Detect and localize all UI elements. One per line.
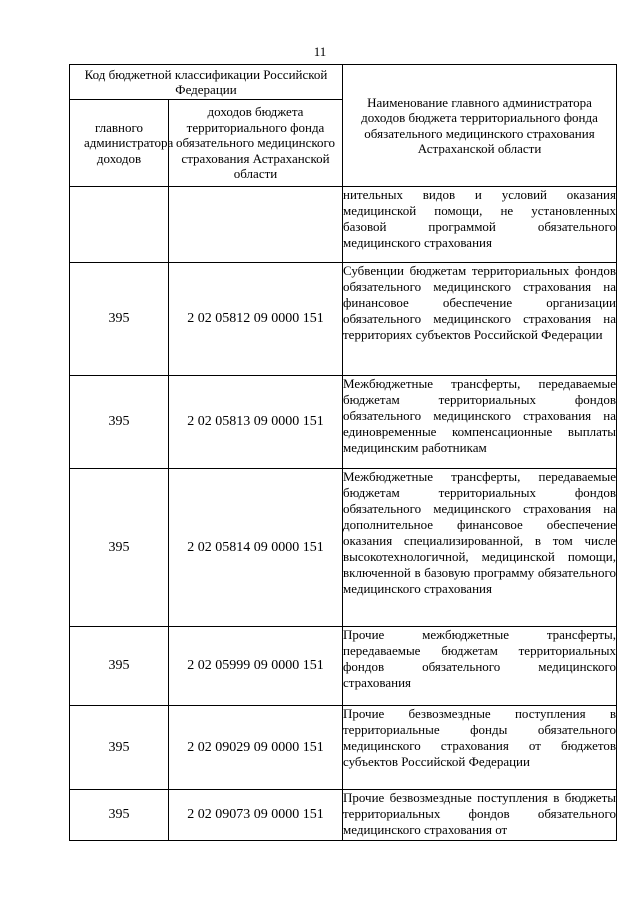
admin-code-cell: 395 — [70, 469, 169, 627]
budget-code-cell — [169, 187, 343, 263]
admin-code-cell: 395 — [70, 706, 169, 790]
header-group-label: Код бюджетной классификации Российской Федерации — [70, 65, 343, 100]
budget-code-cell: 2 02 05999 09 0000 151 — [169, 627, 343, 706]
admin-code-cell: 395 — [70, 790, 169, 841]
budget-code-cell: 2 02 09073 09 0000 151 — [169, 790, 343, 841]
table-row — [70, 263, 617, 376]
budget-classification-table — [69, 64, 617, 841]
admin-code-cell: 395 — [70, 376, 169, 469]
page-number: 11 — [313, 44, 327, 59]
budget-code-cell: 2 02 05812 09 0000 151 — [169, 263, 343, 376]
header-name-column: Наименование главного администратора доходов бюджета территориального фонда обязательного медицинского страхования Астраханской области — [343, 65, 617, 187]
budget-code-cell: 2 02 05813 09 0000 151 — [169, 376, 343, 469]
name-cell: Межбюджетные трансферты, передаваемые бюджетам территориальных фондов обязательного медицинского страхования на единовременные компенсационные выплаты медицинским работникам — [343, 376, 617, 469]
name-cell: Прочие межбюджетные трансферты, передаваемые бюджетам территориальных фондов обязательного медицинского страхования — [343, 627, 617, 706]
name-cell: Прочие безвозмездные поступления в территориальные фонды обязательного медицинского страхования от бюджетов субъектов Российской Федерации — [343, 706, 617, 790]
name-cell: Прочие безвозмездные поступления в бюджеты территориальных фондов обязательного медицинского страхования от — [343, 790, 617, 841]
name-cell: нительных видов и условий оказания медицинской помощи, не установленных базовой программой обязательного медицинского страхования — [343, 187, 617, 263]
admin-code-cell — [70, 187, 169, 263]
name-cell: Межбюджетные трансферты, передаваемые бюджетам территориальных фондов обязательного медицинского страхования на дополнительное финансовое обеспечение оказания специализированной, в том числе высокотехнологичной, медицинской помощи, включенной в базовую программу обязательного медицинского страхования — [343, 469, 617, 627]
admin-code-cell: 395 — [70, 627, 169, 706]
budget-code-cell: 2 02 09029 09 0000 151 — [169, 706, 343, 790]
table-row — [70, 187, 617, 263]
header-row-top — [70, 65, 617, 100]
admin-code-cell: 395 — [70, 263, 169, 376]
table-row — [70, 376, 617, 469]
header-code-column: доходов бюджета территориального фонда обязательного медицинского страхования Астраханской области — [169, 100, 343, 187]
table-row — [70, 790, 617, 841]
header-admin-column: главного администратора доходов — [70, 100, 169, 187]
budget-code-cell: 2 02 05814 09 0000 151 — [169, 469, 343, 627]
table-row — [70, 627, 617, 706]
table-row — [70, 706, 617, 790]
name-cell: Субвенции бюджетам территориальных фондов обязательного медицинского страхования на финансовое обеспечение организации обязательного медицинского страхования на территориях субъектов Российской Федерации — [343, 263, 617, 376]
table-row — [70, 469, 617, 627]
